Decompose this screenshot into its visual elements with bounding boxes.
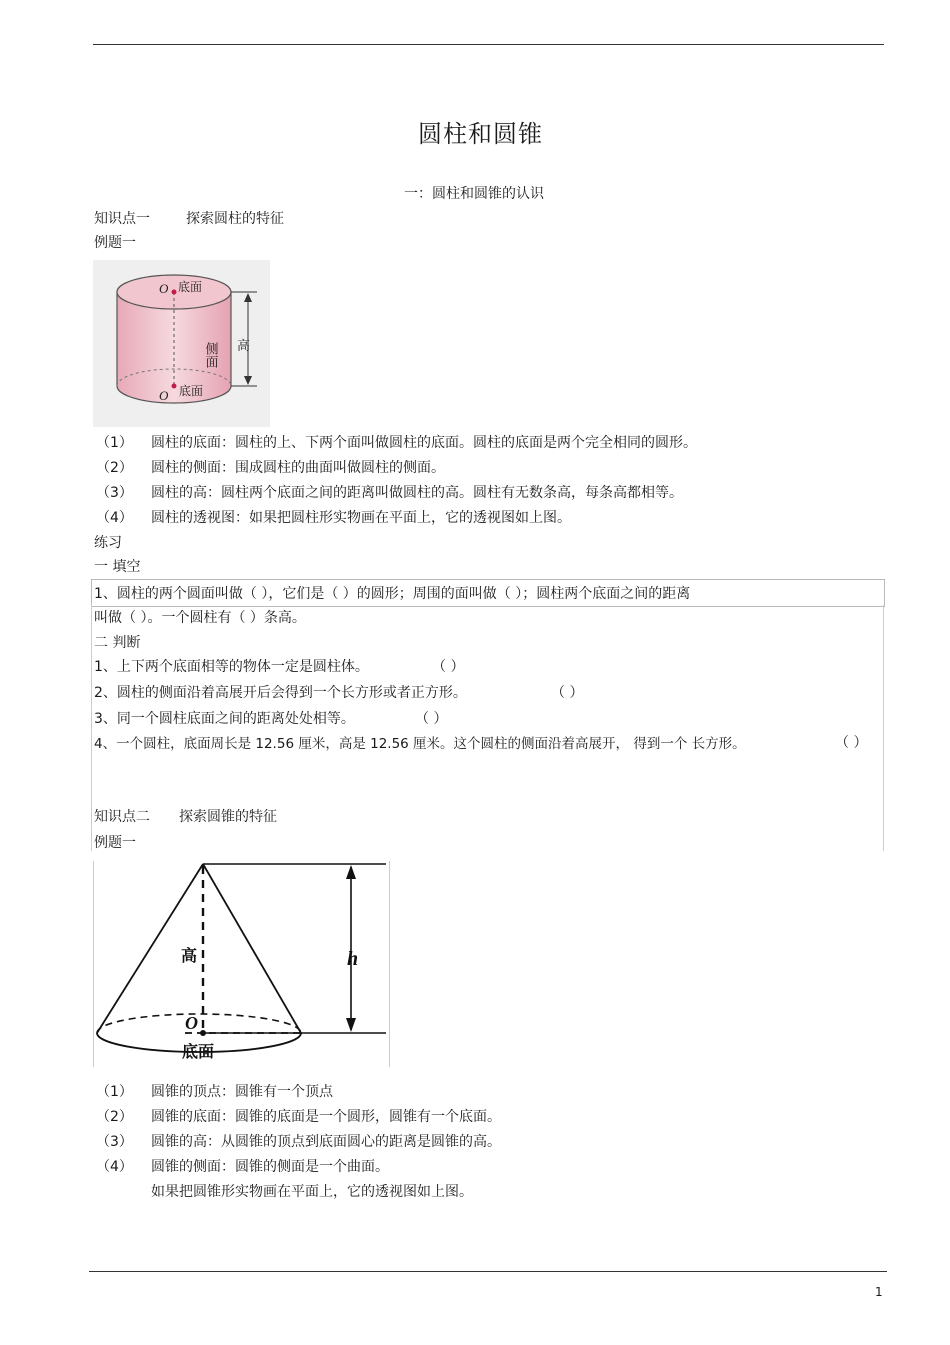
- cone-item-text-1: 圆锥的顶点：圆锥有一个顶点: [151, 1084, 333, 1100]
- judge-item-4: 4、一个圆柱，底面周长是 12.56 厘米，高是 12.56 厘米。这个圆柱的侧面沿着高展开， 得到一个 长方形。: [94, 736, 746, 752]
- footer-rule: [89, 1271, 887, 1272]
- judge-item-3: 3、同一个圆柱底面之间的距离处处相等。: [94, 711, 355, 727]
- judge-paren-3: （ ）: [415, 711, 448, 727]
- section-heading: 一：圆柱和圆锥的认识: [404, 186, 544, 202]
- practice-label: 练习: [94, 535, 122, 551]
- cone-base-label: 底面: [182, 1042, 215, 1061]
- judge-item-2: 2、圆柱的侧面沿着高展开后会得到一个长方形或者正方形。: [94, 685, 467, 701]
- cone-item-num-2: （2）: [96, 1109, 133, 1125]
- cyl-item-num-2: （2）: [96, 460, 133, 476]
- judge-paren-4: （ ）: [835, 735, 868, 751]
- cone-extra-line: 如果把圆锥形实物画在平面上，它的透视图如上图。: [151, 1184, 473, 1200]
- cone-item-num-4: （4）: [96, 1159, 133, 1175]
- cyl-top-center-label: O: [159, 281, 169, 296]
- knowledge-title-1: 探索圆柱的特征: [186, 211, 284, 227]
- cyl-item-num-4: （4）: [96, 510, 133, 526]
- cyl-item-num-3: （3）: [96, 485, 133, 501]
- page-number: 1: [875, 1285, 883, 1299]
- cone-item-text-3: 圆锥的高：从圆锥的顶点到底面圆心的距离是圆锥的高。: [151, 1134, 501, 1150]
- cyl-bottom-center-label: O: [159, 388, 169, 403]
- cyl-top-base-label: 底面: [178, 280, 203, 294]
- cyl-item-text-1: 圆柱的底面：圆柱的上、下两个面叫做圆柱的底面。圆柱的底面是两个完全相同的圆形。: [151, 435, 697, 451]
- knowledge-title-2: 探索圆锥的特征: [179, 809, 277, 825]
- cone-item-num-1: （1）: [96, 1084, 133, 1100]
- cone-item-num-3: （3）: [96, 1134, 133, 1150]
- cyl-item-text-3: 圆柱的高：圆柱两个底面之间的距离叫做圆柱的高。圆柱有无数条高，每条高都相等。: [151, 485, 683, 501]
- cyl-item-num-1: （1）: [96, 435, 133, 451]
- judge-paren-1: （ ）: [432, 659, 465, 675]
- judge-heading: 二 判断: [94, 635, 141, 651]
- cylinder-figure: [93, 260, 270, 427]
- example-label-1: 例题一: [94, 235, 136, 251]
- cone-height-label: 高: [181, 946, 198, 965]
- knowledge-label-1: 知识点一: [94, 211, 150, 227]
- cone-center-label: O: [185, 1013, 198, 1033]
- header-rule: [93, 44, 884, 45]
- page-title: 圆柱和圆锥: [418, 120, 543, 148]
- judge-item-1: 1、上下两个底面相等的物体一定是圆柱体。: [94, 659, 369, 675]
- example-label-2: 例题一: [94, 835, 136, 851]
- cone-item-text-2: 圆锥的底面：圆锥的底面是一个圆形，圆锥有一个底面。: [151, 1109, 501, 1125]
- cyl-bottom-base-label: 底面: [179, 384, 204, 398]
- practice-left-border: [91, 605, 92, 851]
- cyl-item-text-2: 圆柱的侧面：围成圆柱的曲面叫做圆柱的侧面。: [151, 460, 445, 476]
- cone-figure: [93, 861, 390, 1067]
- cone-h-label: h: [347, 948, 359, 970]
- knowledge-label-2: 知识点二: [94, 809, 150, 825]
- practice-right-border: [883, 605, 884, 851]
- fill-q1-line1: 1、圆柱的两个圆面叫做（ ），它们是（ ）的圆形；周围的面叫做（ ）；圆柱两个底面之间的距离: [94, 586, 691, 602]
- fill-heading: 一 填空: [94, 559, 141, 575]
- cone-item-text-4: 圆锥的侧面：圆锥的侧面是一个曲面。: [151, 1159, 389, 1175]
- judge-paren-2: （ ）: [551, 685, 584, 701]
- fill-q1-line2: 叫做（ ）。一个圆柱有（ ）条高。: [94, 610, 306, 626]
- cyl-side-label: 侧面: [202, 342, 218, 368]
- cyl-height-label: 高: [237, 339, 251, 354]
- cyl-item-text-4: 圆柱的透视图：如果把圆柱形实物画在平面上，它的透视图如上图。: [151, 510, 571, 526]
